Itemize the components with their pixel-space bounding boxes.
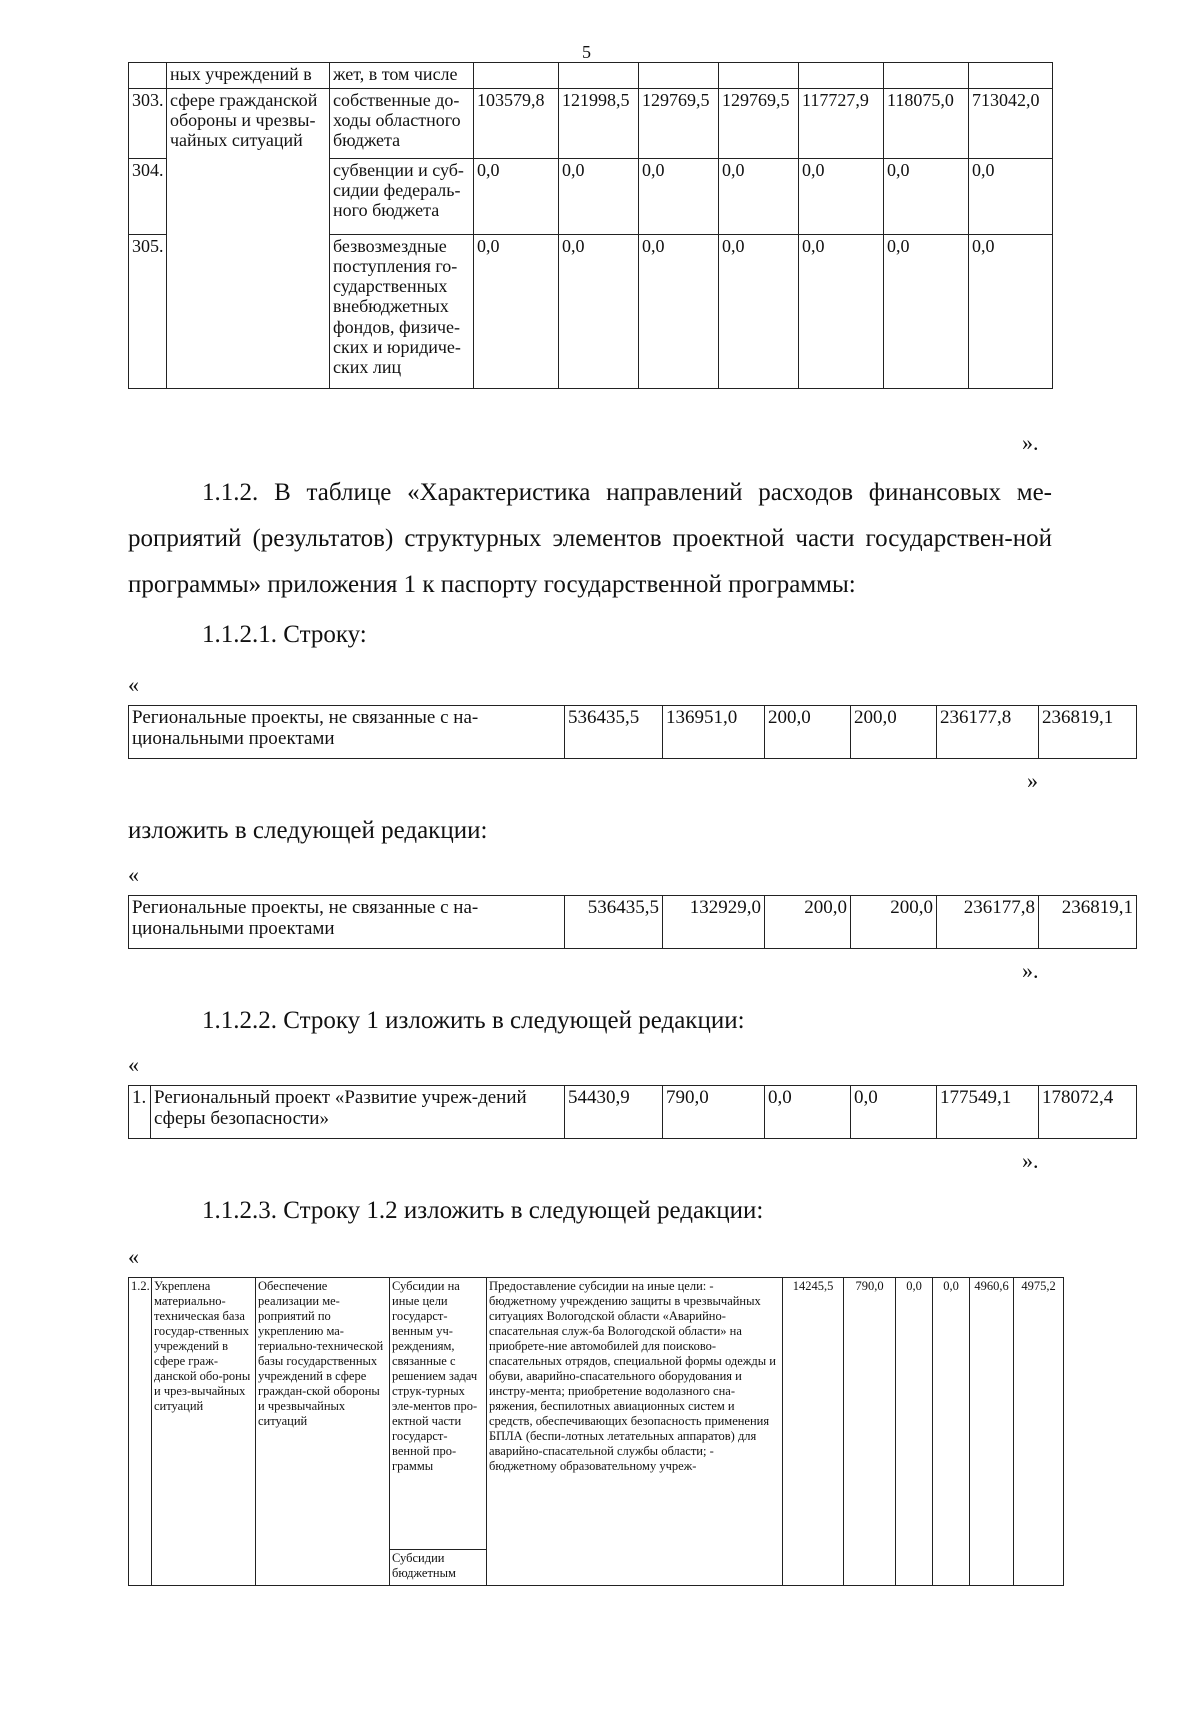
table-row: Региональные проекты, не связанные с на-циональными проектами 536435,5 136951,0 200,0 200,0 236177,8 236819,1 xyxy=(129,706,1137,759)
open-quote: « xyxy=(128,672,139,697)
table-row: 303. сфере гражданской обороны и чрезвы-чайных ситуаций собственные до-ходы областного бюджета 103579,8 121998,5 129769,5 129769,5 117727,9 118075,0 713042,0 xyxy=(129,89,1053,159)
table-row: 305. безвозмездные поступления го-сударственных внебюджетных фондов, физиче-ских и юридиче-ских лиц 0,0 0,0 0,0 0,0 0,0 0,0 0,0 xyxy=(129,235,1053,389)
new-row-table xyxy=(128,895,1137,949)
paragraph-1-1-2-3: 1.1.2.3. Строку 1.2 изложить в следующей редакции: xyxy=(202,1197,764,1224)
close-quote: » xyxy=(1027,768,1038,793)
close-quote: ». xyxy=(1022,958,1039,983)
funding-table-continuation xyxy=(128,62,1053,389)
table-row: 1. Региональный проект «Развитие учреж-дений сферы безопасности» 54430,9 790,0 0,0 0,0 177549,1 178072,4 xyxy=(129,1086,1137,1139)
open-quote: « xyxy=(128,1052,139,1077)
old-row-table xyxy=(128,705,1137,759)
page-number: 5 xyxy=(582,42,591,62)
row-name: сфере гражданской обороны и чрезвы-чайных ситуаций xyxy=(167,89,330,389)
row-1-table xyxy=(128,1085,1137,1139)
table-row: Региональные проекты, не связанные с на-циональными проектами 536435,5 132929,0 200,0 200,0 236177,8 236819,1 xyxy=(129,896,1137,949)
open-quote: « xyxy=(128,1244,139,1269)
paragraph-1-1-2-2: 1.1.2.2. Строку 1 изложить в следующей редакции: xyxy=(202,1007,745,1034)
close-quote: ». xyxy=(1022,1148,1039,1173)
open-quote: « xyxy=(128,862,139,887)
table-row: 1.2. Укреплена материально-техническая база государ-ственных учреждений в сфере граж-данской обо-роны и чрез-вычайных ситуаций Обеспечение реализации ме-роприятий по укреплению ма-териально-технической базы государственных учреждений в сфере граждан-ской обороны и чрезвычайных ситуаций Субсидии на иные цели государст-венным уч-реждениям, связанные с решением задач струк-турных эле-ментов про-ектной части государст-венной про-граммы Предоставление субсидии на иные цели: - бюджетному учреждению защиты в чрезвычайных ситуациях Вологодской области «Аварийно-спасательная служ-ба Вологодской области» на приобрете-ние автомобилей для поисково-спасательных отрядов, специальной формы одежды и обуви, аварийно-спасательного оборудования и инстру-мента; приобретение водолазного сна-ряжения, беспилотных авиационных систем и средств, обеспечивающих безопасность применения БПЛА (беспи-лотных летательных аппаратов) для аварийно-спасательной службы области; - бюджетному образовательному учреж- 14245,5 790,0 0,0 0,0 4960,6 4975,2 xyxy=(129,1278,1064,1550)
table-row: 304. субвенции и суб-сидии федераль-ного бюджета 0,0 0,0 0,0 0,0 0,0 0,0 0,0 xyxy=(129,159,1053,235)
closing-quote: ». xyxy=(1022,430,1039,455)
paragraph-replace: изложить в следующей редакции: xyxy=(128,817,488,844)
paragraph-1-1-2-1: 1.1.2.1. Строку: xyxy=(202,621,367,648)
table-row: Субсидии бюджетным xyxy=(129,1550,1064,1586)
paragraph-1-1-2: 1.1.2. В таблице «Характеристика направлений расходов финансовых ме-роприятий (результатов) структурных элементов проектной части государствен-ной программы» приложения 1 к паспорту государственной программы: xyxy=(128,479,1052,598)
table-row: ных учреждений в жет, в том числе xyxy=(129,63,1053,89)
row-1-2-table xyxy=(128,1277,1064,1586)
